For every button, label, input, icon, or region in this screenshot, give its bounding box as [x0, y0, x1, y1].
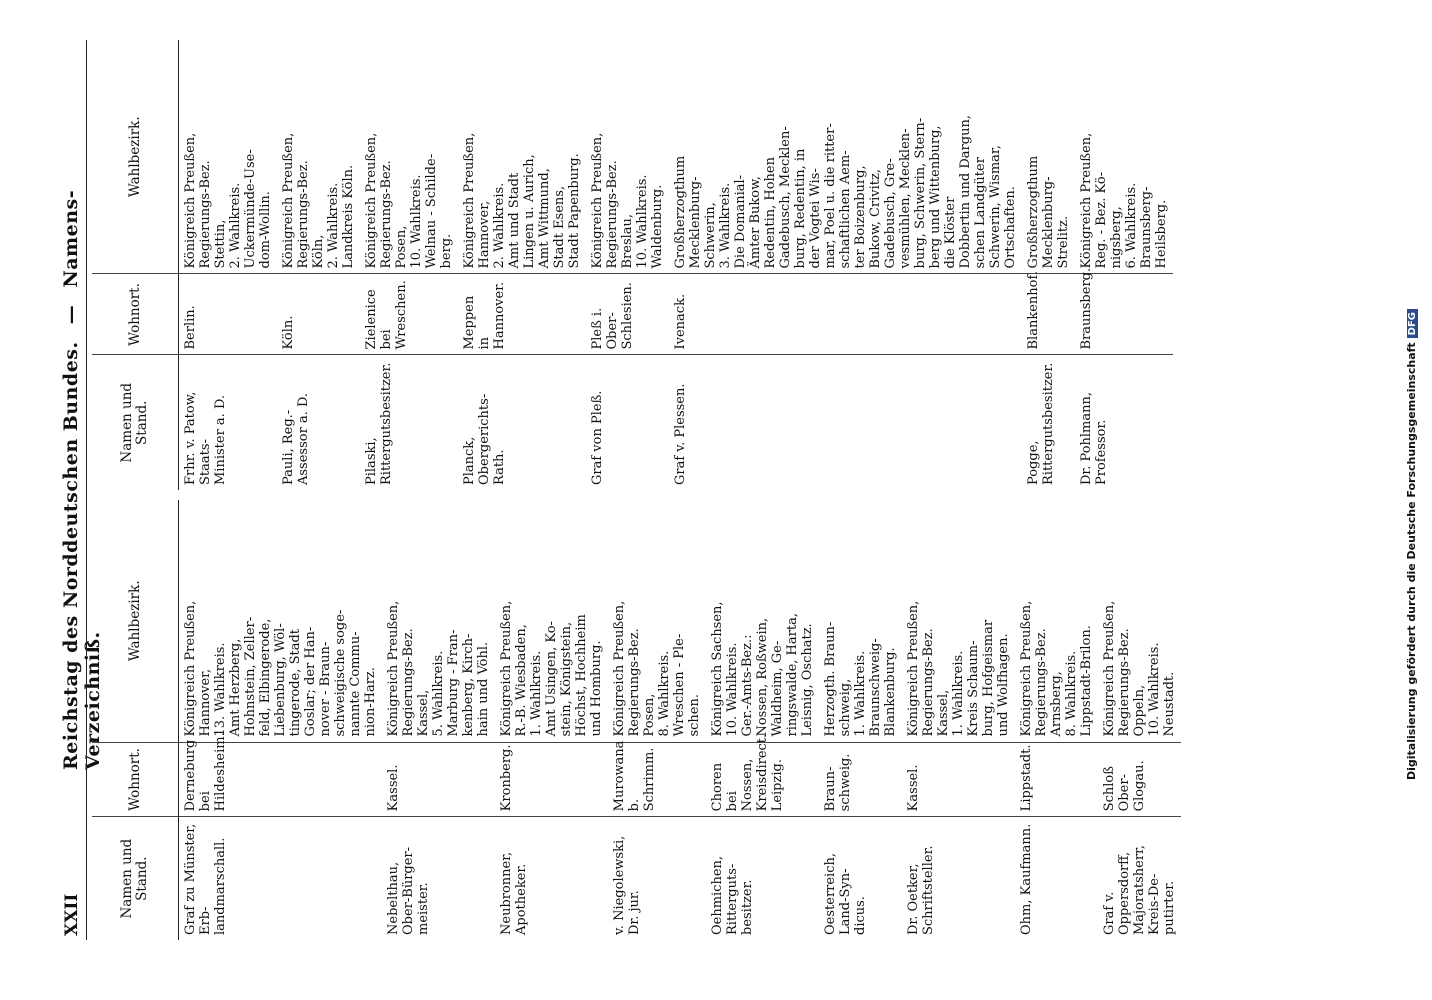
table-row	[382, 500, 495, 940]
digitization-note	[1405, 309, 1418, 780]
column-header-wahlbezirk: Wahlbezirk.	[92, 40, 179, 274]
member-wohnort-cell: Blankenhof.	[1022, 274, 1075, 355]
table-row	[360, 40, 458, 490]
member-wahlbezirk-cell: Königreich Preußen, Hannover, 13. Wahlkreis. Amt Herzberg, Hohnstein, Zeller- feld, Elbingerode, Liebenburg, Wöl- tingerode, Stadt Goslar; der Han- nover - Braun- schweigische soge- nannte Commu- nion-Harz.	[179, 500, 383, 742]
member-wohnort-cell: Pleß i. Ober- Schlesien.	[586, 274, 669, 355]
member-wahlbezirk-cell: Herzogth. Braun- schweig, 1. Wahlkreis. Braunschweig- Blankenburg.	[819, 500, 902, 742]
member-wahlbezirk-cell: Königreich Preußen, Regierungs-Bez. Kassel, 5. Wahlkreis. Marburg - Fran- kenberg, Kirch- hain und Vöhl.	[382, 500, 495, 742]
member-wohnort-cell: Köln.	[277, 274, 360, 355]
page-number: XXII	[62, 893, 82, 936]
table-row	[706, 500, 819, 940]
left-table-section	[92, 500, 1322, 940]
member-name-cell: Frhr. v. Patow, Staats- Minister a. D.	[183, 391, 228, 485]
header-rule	[86, 40, 87, 940]
member-name-cell: Graf v. Oppersdorff, Majoratsherr, Kreis-De- putirter.	[1102, 845, 1177, 935]
member-wahlbezirk-cell: Königreich Preußen, Regierungs-Bez. Kassel, 1. Wahlkreis. Kreis Schaum- burg, Hofgeismar und Wolfhagen.	[902, 500, 1015, 742]
member-wahlbezirk-cell: Königreich Preußen, Regierungs-Bez. Posen, 8. Wahlkreis. Wreschen - Ple- schen.	[608, 500, 706, 742]
left-members-table	[92, 500, 1181, 940]
column-header-wohnort: Wohnort.	[92, 274, 179, 355]
member-name-cell: Neubronner, Apotheker.	[499, 851, 529, 935]
table-row	[1075, 40, 1173, 490]
table-row	[179, 40, 278, 490]
column-header-wohnort: Wohnort.	[92, 742, 179, 817]
member-name-cell: Oesterreich, Land-Syn- dicus.	[823, 852, 868, 935]
header-subtitle: Namens-Verzeichniß.	[60, 189, 104, 770]
column-header-name: Namen und Stand.	[92, 355, 179, 490]
header-separator: —	[60, 304, 82, 325]
right-table-section	[92, 40, 1322, 490]
member-name-cell: Dr. Pohlmann, Professor.	[1079, 391, 1109, 485]
member-wahlbezirk-cell: Königreich Preußen, Regierungs-Bez. Köln, 2. Wahlkreis. Landkreis Köln.	[277, 40, 360, 274]
member-wohnort-cell: Schloß Ober- Glogau.	[1098, 742, 1181, 817]
member-wohnort-cell: Zielenice bei Wreschen.	[360, 274, 458, 355]
member-wohnort-cell: Murowana b. Schrimm.	[608, 742, 706, 817]
member-name-cell: v. Niegolewski, Dr. jur.	[612, 835, 642, 935]
member-name-cell: Graf von Pleß.	[590, 390, 605, 485]
left-table-body	[179, 500, 1182, 940]
member-wahlbezirk-cell: Großherzogthum Mecklenburg- Schwerin, 3. Wahlkreis. Die Domanial- Ämter Bukow, Redentin, Hohen Gadebusch, Mecklen- burg, Redentin, in der Vogtei Wis- mar, Poel u. die ritter- schaftlichen Aem- ter Boizenburg, Bukow, Crivitz, Gadebusch, Gre- vesmühlen, Mecklen- burg, Schwerin, Stern- berg und Wittenburg, die Klöster Dobbertin und Dargun, schen Landgüter Schwerin, Wismar, Ortschaften.	[669, 40, 1022, 274]
table-row	[669, 40, 1022, 490]
right-table-header-row	[92, 40, 179, 490]
member-wahlbezirk-cell: Königreich Preußen, Regierungs-Bez. Posen, 10. Wahlkreis. Welnau - Schilde- berg.	[360, 40, 458, 274]
member-wohnort-cell: Meppen in Hannover.	[458, 274, 586, 355]
member-name-cell: Ohm, Kaufmann.	[1019, 823, 1034, 935]
member-wohnort-cell: Braunsberg.	[1075, 274, 1173, 355]
table-row	[608, 500, 706, 940]
member-wohnort-cell: Lippstadt.	[1015, 742, 1098, 817]
member-wahlbezirk-cell: Königreich Preußen, Reg. - Bez. Kö- nigsberg, 6. Wahlkreis. Braunsberg- Heilsberg.	[1075, 40, 1173, 274]
member-wahlbezirk-cell: Königreich Preußen, Regierungs-Bez. Stettin, 2. Wahlkreis. Uckermünde-Use- dom-Wollin.	[179, 40, 278, 274]
member-name-cell: Pogge, Rittergutsbesitzer.	[1026, 362, 1056, 485]
member-wohnort-cell: Choren bei Nossen, Kreisdirect. Leipzig.	[706, 742, 819, 817]
member-name-cell: Graf zu Münster, Erb- landmarschall.	[183, 823, 228, 935]
member-name-cell: Oehmichen, Ritterguts- besitzer.	[710, 855, 755, 935]
member-name-cell: Planck, Obergerichts-Rath.	[462, 393, 507, 485]
member-name-cell: Pauli, Reg.-Assessor a. D.	[281, 392, 311, 485]
dfg-logo: DFG	[1407, 309, 1418, 338]
member-wohnort-cell: Kassel.	[902, 742, 1015, 817]
table-row	[1022, 40, 1075, 490]
member-wahlbezirk-cell: Königreich Preußen, R.-B. Wiesbaden, 1. Wahlkreis. Amt Usingen, Ko- stein, Königstein, Höchst, Hochheim und Homburg.	[495, 500, 608, 742]
column-header-wahlbezirk: Wahlbezirk.	[92, 500, 179, 742]
member-wohnort-cell: Kronberg.	[495, 742, 608, 817]
table-row	[495, 500, 608, 940]
right-members-table	[92, 40, 1173, 490]
table-row	[819, 500, 902, 940]
member-wahlbezirk-cell: Königreich Preußen, Hannover, 2. Wahlkreis. Amt und Stadt Lingen u. Aurich, Amt Wittmund, Stadt Esens, Stadt Papenburg.	[458, 40, 586, 274]
member-name-cell: Pilaski, Rittergutsbesitzer.	[364, 362, 394, 485]
digitization-note-text: Digitalisierung gefördert durch die Deutsche Forschungsgemeinschaft	[1405, 342, 1418, 780]
member-name-cell: Nebelthau, Ober-Bürger- meister.	[386, 846, 431, 935]
table-row	[1015, 500, 1098, 940]
member-wahlbezirk-cell: Königreich Preußen, Regierungs-Bez. Breslau, 10. Wahlkreis. Waldenburg.	[586, 40, 669, 274]
member-wohnort-cell: Kassel.	[382, 742, 495, 817]
left-table-header-row	[92, 500, 179, 940]
table-row	[179, 500, 383, 940]
member-wohnort-cell: Braun- schweig.	[819, 742, 902, 817]
member-wohnort-cell: Derneburg bei Hildesheim.	[179, 742, 383, 817]
member-wahlbezirk-cell: Königreich Preußen, Regierungs-Bez. Oppeln, 10. Wahlkreis. Neustadt.	[1098, 500, 1181, 742]
table-row	[1098, 500, 1181, 940]
header-title: Reichstag des Norddeutschen Bundes.	[60, 341, 82, 770]
member-name-cell: Graf v. Plessen.	[673, 383, 688, 485]
table-row	[277, 40, 360, 490]
member-wahlbezirk-cell: Königreich Sachsen, 10. Wahlkreis. Ger.-Amts-Bez.: Nossen, Roßwein, Waldheim, Ge- ringswalde, Harta, Leisnig, Oschatz.	[706, 500, 819, 742]
column-header-name: Namen und Stand.	[92, 817, 179, 940]
member-wohnort-cell: Ivenack.	[669, 274, 1022, 355]
table-row	[586, 40, 669, 490]
member-name-cell: Dr. Oetker, Schriftsteller.	[906, 845, 936, 935]
right-table-body	[179, 40, 1174, 490]
member-wahlbezirk-cell: Königreich Preußen, Regierungs-Bez. Arnsberg, 8. Wahlkreis. Lippstadt-Brilon.	[1015, 500, 1098, 742]
table-row	[902, 500, 1015, 940]
member-wohnort-cell: Berlin.	[179, 274, 278, 355]
member-wahlbezirk-cell: Großherzogthum Mecklenburg- Strelitz.	[1022, 40, 1075, 274]
table-row	[458, 40, 586, 490]
